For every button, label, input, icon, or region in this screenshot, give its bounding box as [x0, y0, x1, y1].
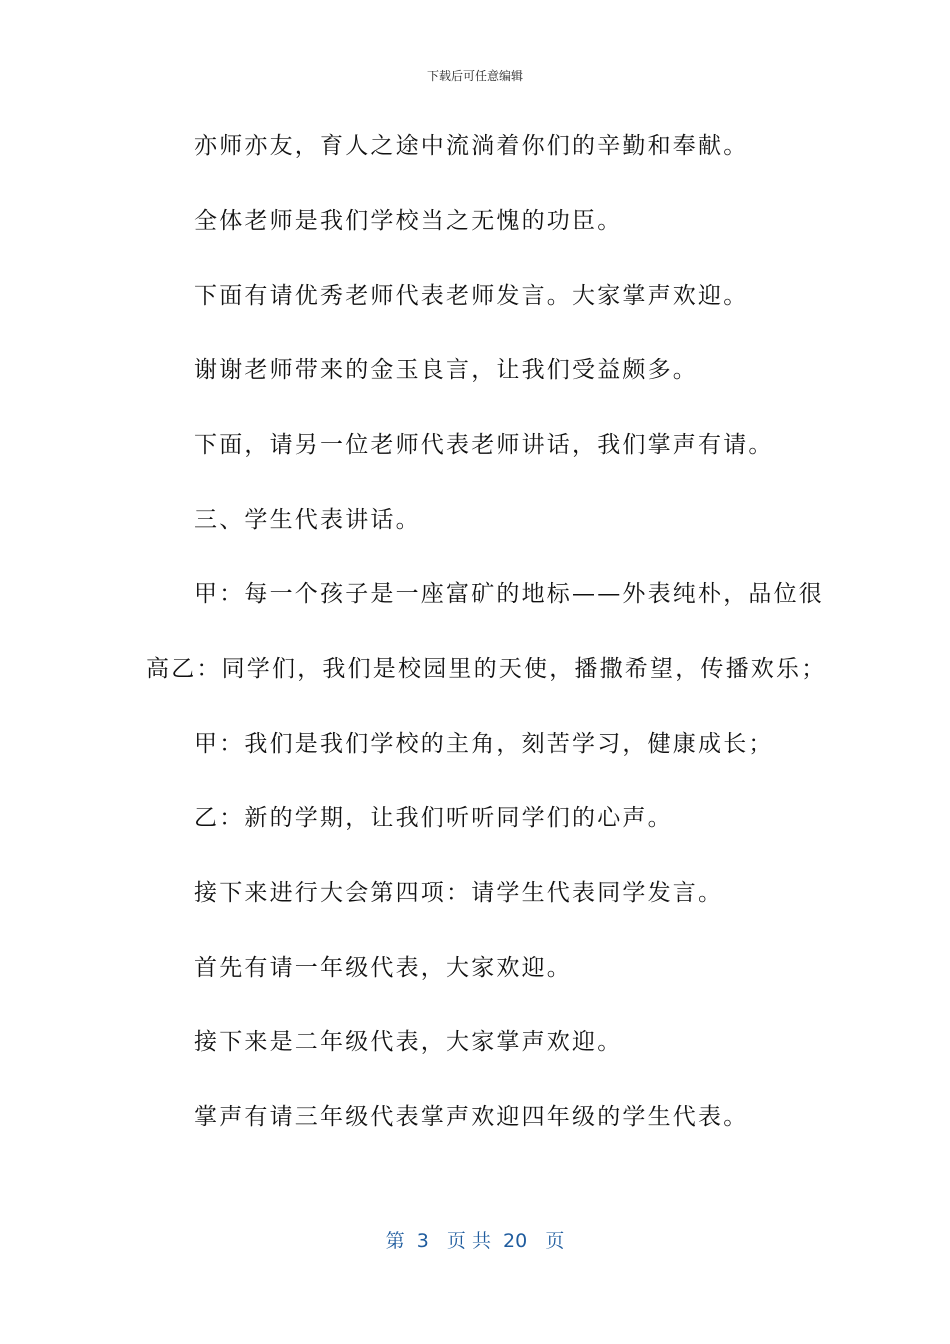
paragraph-line: 首先有请一年级代表，大家欢迎。 [194, 955, 572, 981]
paragraph-line: 甲：我们是我们学校的主角，刻苦学习，健康成长； [194, 731, 774, 757]
paragraph-line: 接下来进行大会第四项：请学生代表同学发言。 [194, 880, 724, 906]
paragraph-line: 三、学生代表讲话。 [194, 507, 421, 533]
paragraph-line: 亦师亦友，育人之途中流淌着你们的辛勤和奉献。 [194, 133, 749, 159]
paragraph-line: 接下来是二年级代表，大家掌声欢迎。 [194, 1029, 623, 1055]
page-number-footer: 第 3 页 共 20 页 [385, 1230, 565, 1252]
paragraph-line: 下面，请另一位老师代表老师讲话，我们掌声有请。 [194, 432, 774, 458]
page-header-note: 下载后可任意编辑 [426, 69, 523, 83]
paragraph-line: 高乙：同学们，我们是校园里的天使，播撒希望，传播欢乐； [146, 656, 827, 682]
paragraph-line: 乙：新的学期，让我们听听同学们的心声。 [194, 805, 673, 831]
paragraph-line: 甲：每一个孩子是一座富矿的地标——外表纯朴，品位很 [194, 581, 824, 607]
paragraph-line: 全体老师是我们学校当之无愧的功臣。 [194, 208, 623, 234]
paragraph-line: 下面有请优秀老师代表老师发言。大家掌声欢迎。 [194, 283, 749, 309]
paragraph-line: 谢谢老师带来的金玉良言，让我们受益颇多。 [194, 357, 698, 383]
paragraph-line: 掌声有请三年级代表掌声欢迎四年级的学生代表。 [194, 1104, 749, 1130]
